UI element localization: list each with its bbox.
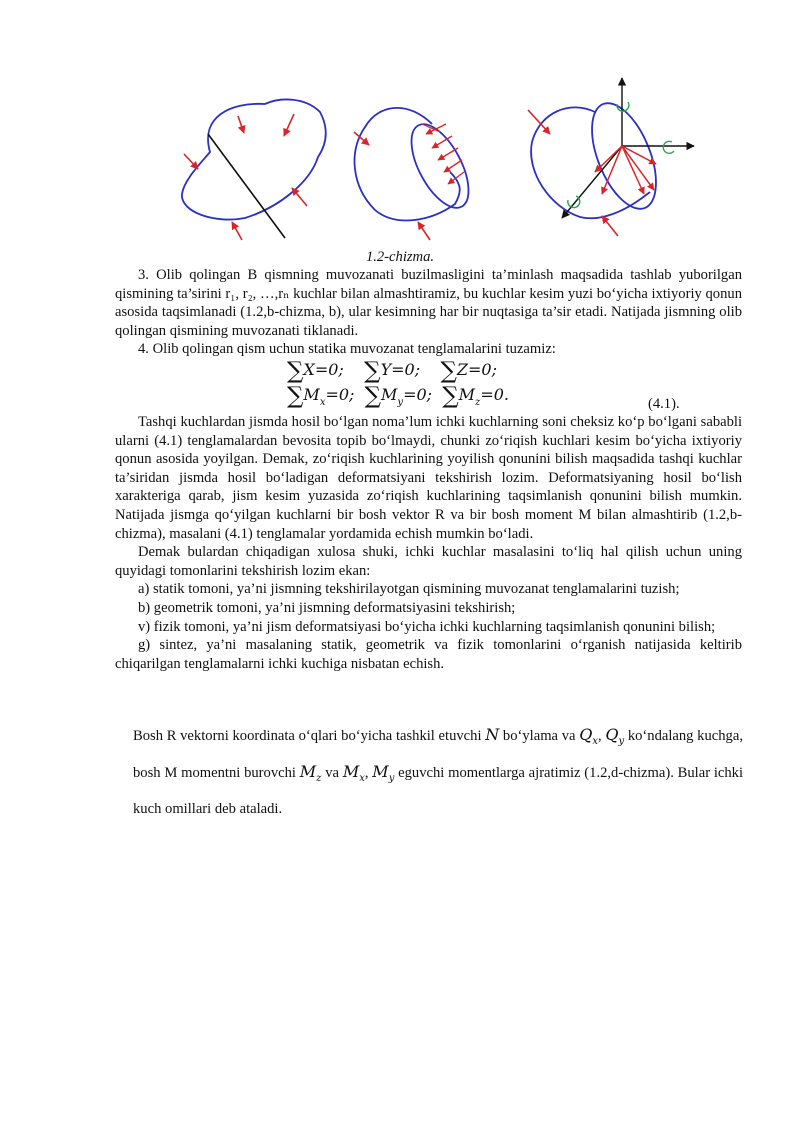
normal-force-symbol: N bbox=[485, 725, 500, 744]
paragraph-internal-forces: Tashqi kuchlardan jismda hosil bo‘lgan noma’lum ichki kuchlarning soni cheksiz ko‘p bo‘lgani sababli ularni (4.1) tenglamalardan bevosita topib bo‘lmaydi, chunki zo‘riqish kuchlari kesim bo‘yicha ixtiyoriy qonun asosida yoyilgan. Demak, zo‘riqish kuchlarining yoyilish qonunini bilish maqsadida tashqi kuchlar ta’siridan jismda hosil bo‘ladigan deformatsiyani tekshirish lozim. Deformatsiyaning hosil bo‘lish xarakteriga qarab, jism kesim yuzasida zo‘riqish kuchlarining taqsimlanish qonunini bilish mumkin. Natijada jismga qo‘yilgan kuchlarni bir bosh vektor R va bir bosh moment M bilan almashtirib (1.2,b-chizma), masalani (4.1) tenglamalar yordamida echish mumkin bo‘ladi. bbox=[115, 413, 742, 542]
subscript: y bbox=[397, 396, 404, 408]
text-segment: bo‘ylama va bbox=[502, 728, 576, 744]
moment-symbol: M bbox=[381, 384, 398, 404]
sum-symbol: ∑ bbox=[442, 382, 459, 409]
comma: , bbox=[597, 728, 602, 744]
paragraph-force-components bbox=[133, 720, 743, 824]
figure-part-a bbox=[182, 99, 326, 240]
moment-symbol: M bbox=[303, 384, 320, 404]
paragraph-step-4: 4. Olib qolingan qism uchun statika muvozanat tenglamalarini tuzamiz: bbox=[138, 341, 556, 358]
moment-symbol: M bbox=[458, 384, 476, 404]
subscript: x bbox=[359, 773, 365, 785]
subscript: x bbox=[319, 396, 326, 408]
text-segment: va bbox=[325, 765, 340, 782]
text-segment: ko‘ndalang kuchga, bosh M momentni burovchi bbox=[133, 728, 743, 782]
text-segment: ajratimiz (1.2,d-chizma). Bular ichki kuch omillari deb ataladi. bbox=[133, 765, 744, 818]
subscript: x bbox=[592, 736, 598, 748]
sum-symbol: ∑ bbox=[287, 382, 304, 409]
moment-mx bbox=[342, 762, 365, 785]
text-segment: Bosh R vektorni koordinata o‘qlari bo‘yicha tashkil etuvchi bbox=[133, 728, 482, 744]
m-symbol: M bbox=[299, 762, 317, 782]
m-symbol: M bbox=[342, 762, 360, 782]
list-item-b: b) geometrik tomoni, ya’ni jismning deformatsiyasini tekshirish; bbox=[138, 599, 516, 616]
equation-y: Y=0; bbox=[380, 359, 421, 379]
sum-symbol: ∑ bbox=[287, 357, 304, 384]
figure-part-c bbox=[528, 78, 694, 236]
body-text bbox=[115, 266, 742, 673]
shear-force-qx bbox=[579, 725, 598, 748]
figure-1-2 bbox=[170, 72, 710, 248]
sum-symbol: ∑ bbox=[440, 357, 457, 384]
q-symbol: Q bbox=[579, 725, 593, 744]
equilibrium-equations bbox=[115, 359, 742, 413]
subscript: y bbox=[388, 773, 395, 785]
shear-force-qy bbox=[605, 725, 625, 748]
text-segment: eguvchi momentlarga bbox=[398, 765, 525, 782]
figure-part-b bbox=[354, 108, 480, 240]
sum-symbol: ∑ bbox=[364, 382, 382, 409]
equation-number: (4.1). bbox=[648, 395, 680, 412]
paragraph-conclusion: Demak bulardan chiqadigan xulosa shuki, ichki kuchlar masalasini to‘liq hal qilish uchun uning quyidagi tomonlarini tekshirish lozim ekan: bbox=[115, 544, 742, 579]
equation-my: =0; bbox=[403, 384, 433, 404]
paragraph-step-3: 3. Olib qolingan B qismning muvozanati buzilmasligini ta’minlash maqsadida tashlab yuborilgan qismining ta’sirini r₁, r₂, …,rₙ kuchlar bilan almashtiramiz, bu kuchlar kesim yuzi bo‘yicha ixtiyoriy qonun asosida taqsimlanadi (1.2,b-chizma, b), ular kesimning har bir nuqtasiga ta’sir etadi. Natijada jismning olib qolingan qismining muvozanati tiklanadi. bbox=[115, 267, 742, 339]
sum-symbol: ∑ bbox=[364, 357, 381, 384]
torque-mz bbox=[299, 762, 322, 785]
equation-row-2 bbox=[287, 382, 509, 413]
m-symbol: M bbox=[372, 762, 389, 782]
list-item-g: g) sintez, ya’ni masalaning statik, geometrik va fizik tomonlarini o‘rganish natijasida keltirib chiqarilgan tenglamalarni ichki kuchiga nisbatan echish. bbox=[115, 637, 742, 672]
equation-row-1 bbox=[287, 357, 497, 384]
equation-x: X=0; bbox=[303, 359, 344, 379]
comma: , bbox=[364, 765, 369, 782]
list-item-v: v) fizik tomoni, ya’ni jism deformatsiyasi bo‘yicha ichki kuchlarning taqsimlanish qonunini bilish; bbox=[138, 618, 716, 635]
subscript: z bbox=[475, 396, 481, 408]
subscript: y bbox=[618, 736, 625, 748]
equation-mx: =0; bbox=[325, 384, 355, 404]
moment-my bbox=[372, 762, 395, 785]
subscript: z bbox=[316, 773, 322, 785]
equation-mz: =0. bbox=[480, 384, 509, 404]
q-symbol: Q bbox=[605, 725, 619, 744]
equation-z: Z=0; bbox=[456, 359, 497, 379]
list-item-a: a) statik tomoni, ya’ni jismning tekshirilayotgan qismining muvozanat tenglamalarini tuzish; bbox=[138, 581, 680, 598]
figure-caption: 1.2-chizma. bbox=[365, 249, 435, 265]
